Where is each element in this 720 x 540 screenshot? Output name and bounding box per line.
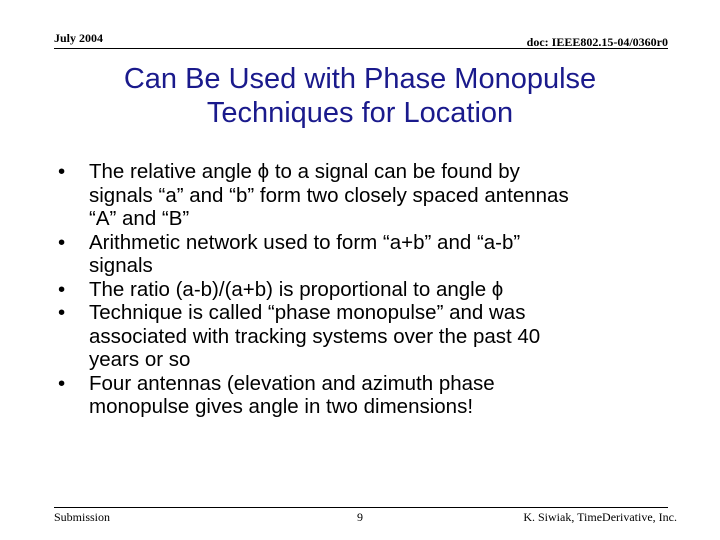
bullet-item: [58, 160, 678, 231]
bullet-line: The relative angle ϕ to a signal can be found by: [89, 160, 520, 183]
bullet-item: [58, 372, 678, 419]
footer-author: K. Siwiak, TimeDerivative, Inc.: [523, 510, 677, 524]
header-doc-id: doc: IEEE802.15-04/0360r0: [526, 35, 668, 49]
bullet-marker: •: [58, 230, 66, 254]
header-date: July 2004: [54, 31, 104, 45]
bullet-line: Arithmetic network used to form “a+b” and “a-b”: [89, 230, 521, 254]
bullet-line: The ratio (a-b)/(a+b) is proportional to angle ϕ: [89, 277, 504, 301]
bullet-marker: •: [58, 277, 66, 301]
bullet-item: [58, 278, 678, 302]
slide-title-line-2: Techniques for Location: [206, 97, 514, 129]
header-divider: [54, 48, 668, 49]
bullet-item: [58, 301, 678, 372]
bullet-item: [58, 231, 678, 278]
footer-submission: Submission: [54, 510, 111, 524]
bullet-line: years or so: [89, 348, 191, 371]
bullet-line: associated with tracking systems over the past 40: [89, 324, 541, 348]
bullet-line: signals: [89, 254, 153, 277]
footer-divider: [54, 507, 668, 508]
slide-title: [60, 62, 660, 130]
bullet-line: Four antennas (elevation and azimuth phase: [89, 371, 495, 395]
bullet-line: signals “a” and “b” form two closely spaced antennas: [89, 183, 569, 207]
slide-title-line-1: Can Be Used with Phase Monopulse: [123, 63, 597, 95]
bullet-line: Technique is called “phase monopulse” and was: [89, 301, 526, 324]
bullet-marker: •: [58, 371, 66, 395]
page-number: 9: [357, 510, 363, 524]
bullet-list: [58, 160, 678, 419]
bullet-line: “A” and “B”: [89, 207, 190, 230]
bullet-marker: •: [58, 160, 66, 183]
bullet-line: monopulse gives angle in two dimensions!: [89, 395, 474, 418]
bullet-marker: •: [58, 301, 66, 324]
